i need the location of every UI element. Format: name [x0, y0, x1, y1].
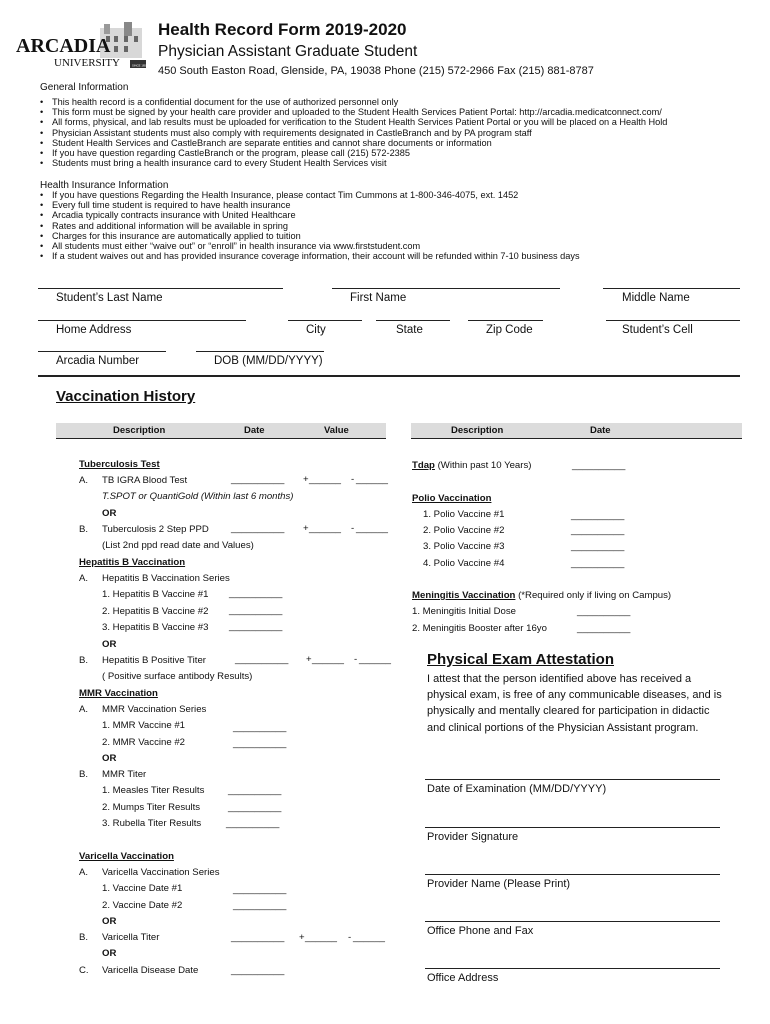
- hepb-dose-label: 3. Hepatitis B Vaccine #3: [102, 622, 209, 633]
- hepb-dose-label: 2. Hepatitis B Vaccine #2: [102, 606, 209, 617]
- mmr-titer-item: 1. Measles Titer Results: [102, 785, 205, 796]
- meningitis-heading: Meningitis Vaccination: [412, 590, 516, 601]
- item-letter: C.: [79, 965, 89, 976]
- city-line[interactable]: [288, 320, 362, 321]
- tb-heading: Tuberculosis Test: [79, 459, 160, 470]
- mmr-titer-field[interactable]: __________: [226, 818, 280, 829]
- section-divider: [38, 375, 740, 377]
- or-label: OR: [102, 916, 117, 927]
- tdap-note: (Within past 10 Years): [437, 460, 532, 471]
- varicella-dose-label: 2. Vaccine Date #2: [102, 900, 183, 911]
- office-address-line[interactable]: [425, 968, 720, 969]
- item-letter: B.: [79, 524, 89, 535]
- varicella-disease-label: Varicella Disease Date: [102, 965, 199, 976]
- tdap-row: [412, 460, 531, 471]
- insurance-info-heading: Health Insurance Information: [40, 180, 169, 191]
- item-letter: B.: [79, 655, 89, 666]
- exam-date-label: Date of Examination (MM/DD/YYYY): [427, 783, 607, 795]
- hepb-dose-date-field[interactable]: __________: [229, 605, 283, 616]
- arcadia-number-line[interactable]: [38, 351, 166, 352]
- plus-sign: +: [303, 474, 309, 485]
- list-item: • All forms, physical, and lab results must be uploaded for verification to the Student Health Services Patient Portal or you will be placed on a Health Hold: [40, 117, 760, 127]
- list-item: • If you have question regarding CastleBranch or the program, please call (215) 572-2385: [40, 148, 760, 158]
- office-address-line: 450 South Easton Road, Glenside, PA, 19038 Phone (215) 572-2966 Fax (215) 881-8787: [158, 65, 594, 77]
- tb-igra-positive-field[interactable]: ______: [309, 474, 342, 485]
- varicella-dose-date-field[interactable]: __________: [233, 884, 287, 895]
- col-header-date: Date: [244, 425, 265, 436]
- cell-label: Student’s Cell: [622, 324, 693, 336]
- meningitis-item: 1. Meningitis Initial Dose: [412, 606, 516, 617]
- state-label: State: [396, 324, 423, 336]
- col-header-value: Value: [324, 425, 349, 436]
- hepb-titer-positive-field[interactable]: ______: [312, 654, 345, 665]
- varicella-heading: Varicella Vaccination: [79, 851, 174, 862]
- minus-sign: -: [351, 474, 355, 485]
- mmr-titer-item: 3. Rubella Titer Results: [102, 818, 202, 829]
- mmr-titer-field[interactable]: __________: [228, 802, 282, 813]
- plus-sign: +: [306, 654, 312, 665]
- list-item: • If you have questions Regarding the Health Insurance, please contact Tim Cummons at 1-800-346-4075, ext. 1452: [40, 190, 760, 200]
- mmr-titer-label: MMR Titer: [102, 769, 147, 780]
- or-label: OR: [102, 508, 117, 519]
- plus-sign: +: [299, 932, 305, 943]
- cell-line[interactable]: [606, 320, 740, 321]
- item-letter: A.: [79, 704, 89, 715]
- item-letter: B.: [79, 932, 89, 943]
- list-item: • Student Health Services and CastleBranch are separate entities and cannot share documents or information: [40, 138, 760, 148]
- col-header-description: Description: [451, 425, 504, 436]
- polio-heading: Polio Vaccination: [412, 493, 492, 504]
- office-address-label: Office Address: [427, 972, 499, 984]
- hepb-dose-date-field[interactable]: __________: [229, 588, 283, 599]
- svg-text:UNIVERSITY: UNIVERSITY: [54, 57, 120, 69]
- mmr-heading: MMR Vaccination: [79, 688, 158, 699]
- list-item: • Students must bring a health insurance card to every Student Health Services visit: [40, 158, 760, 168]
- col-header-date: Date: [590, 425, 611, 436]
- meningitis-note: (*Required only if living on Campus): [518, 590, 672, 601]
- hepb-series-label: Hepatitis B Vaccination Series: [102, 573, 230, 584]
- mmr-series-label: MMR Vaccination Series: [102, 704, 207, 715]
- varicella-titer-label: Varicella Titer: [102, 932, 160, 943]
- general-info-heading: General Information: [40, 82, 129, 93]
- office-phone-label: Office Phone and Fax: [427, 925, 534, 937]
- polio-dose-label: 4. Polio Vaccine #4: [423, 558, 505, 569]
- polio-dose-date-field[interactable]: __________: [571, 525, 625, 536]
- hepb-titer-date-field[interactable]: __________: [235, 654, 289, 665]
- last-name-line[interactable]: [38, 288, 283, 289]
- provider-name-label: Provider Name (Please Print): [427, 878, 571, 890]
- or-label: OR: [102, 639, 117, 650]
- varicella-dose-label: 1. Vaccine Date #1: [102, 883, 183, 894]
- tb-igra-note: T.SPOT or QuantiGold (Within last 6 months): [102, 491, 294, 502]
- tb-igra-negative-field[interactable]: ______: [356, 474, 389, 485]
- arcadia-university-logo: [14, 22, 154, 76]
- middle-name-line[interactable]: [603, 288, 740, 289]
- varicella-titer-negative-field[interactable]: ______: [353, 932, 386, 943]
- svg-text:SINCE 1853: SINCE 1853: [132, 63, 148, 68]
- or-label: OR: [102, 948, 117, 959]
- tb-igra-label: TB IGRA Blood Test: [102, 475, 188, 486]
- polio-dose-label: 1. Polio Vaccine #1: [423, 509, 505, 520]
- item-letter: A.: [79, 475, 89, 486]
- list-item: • All students must either “waive out” or “enroll” in health insurance via www.firststudent.com: [40, 241, 760, 251]
- middle-name-label: Middle Name: [622, 292, 690, 304]
- home-address-label: Home Address: [56, 324, 132, 336]
- provider-signature-line[interactable]: [425, 827, 720, 828]
- vaccination-history-title: Vaccination History: [56, 388, 196, 405]
- hepb-titer-note: ( Positive surface antibody Results): [102, 671, 253, 682]
- list-item: • This form must be signed by your health care provider and uploaded to the Student Health Services Patient Portal: http://arcadia.medicatconnect.com/: [40, 107, 760, 117]
- exam-date-line[interactable]: [425, 779, 720, 780]
- attestation-text: I attest that the person identified above has received a physical exam, is free of any communicable diseases, and is physically and mentally cleared for participation in didactic and clinical portions of the Physician Assistant program.: [427, 673, 722, 734]
- polio-dose-date-field[interactable]: __________: [571, 510, 625, 521]
- state-line[interactable]: [376, 320, 450, 321]
- varicella-disease-date-field[interactable]: __________: [231, 965, 285, 976]
- mmr-dose-date-field[interactable]: __________: [233, 738, 287, 749]
- mmr-titer-item: 2. Mumps Titer Results: [102, 802, 201, 813]
- hepb-heading: Hepatitis B Vaccination: [79, 557, 186, 568]
- list-item: • Physician Assistant students must also comply with requirements designated in CastleBranch and by PA program staff: [40, 128, 760, 138]
- tdap-heading: Tdap: [412, 460, 435, 471]
- physical-exam-title: Physical Exam Attestation: [427, 651, 615, 668]
- form-title: Health Record Form 2019-2020: [158, 20, 407, 39]
- insurance-info-list: [40, 190, 760, 261]
- tb-ppd-note: (List 2nd ppd read date and Values): [102, 540, 254, 551]
- tdap-date-field[interactable]: __________: [572, 460, 626, 471]
- first-name-line[interactable]: [332, 288, 560, 289]
- tb-igra-date-field[interactable]: __________: [231, 474, 285, 485]
- polio-dose-label: 2. Polio Vaccine #2: [423, 525, 505, 536]
- item-letter: B.: [79, 769, 89, 780]
- first-name-label: First Name: [350, 292, 407, 304]
- list-item: • If a student waives out and has provided insurance coverage information, their account will be refunded within 7-10 business days: [40, 251, 760, 261]
- hepb-dose-date-field[interactable]: __________: [229, 621, 283, 632]
- list-item: • This health record is a confidential document for the use of authorized personnel only: [40, 97, 760, 107]
- form-subtitle: Physician Assistant Graduate Student: [158, 43, 418, 60]
- general-info-list: [40, 97, 760, 168]
- minus-sign: -: [348, 932, 352, 943]
- svg-text:ARCADIA: ARCADIA: [16, 35, 111, 57]
- polio-dose-label: 3. Polio Vaccine #3: [423, 541, 505, 552]
- mmr-dose-date-field[interactable]: __________: [233, 722, 287, 733]
- tb-ppd-date-field[interactable]: __________: [231, 523, 285, 534]
- minus-sign: -: [351, 523, 355, 534]
- tb-ppd-negative-field[interactable]: ______: [356, 523, 389, 534]
- city-label: City: [306, 324, 326, 336]
- dob-line[interactable]: [196, 351, 324, 352]
- last-name-label: Student’s Last Name: [56, 292, 163, 304]
- mmr-dose-label: 2. MMR Vaccine #2: [102, 737, 185, 748]
- plus-sign: +: [303, 523, 309, 534]
- mmr-titer-field[interactable]: __________: [228, 785, 282, 796]
- meningitis-item: 2. Meningitis Booster after 16yo: [412, 623, 547, 634]
- list-item: • Every full time student is required to have health insurance: [40, 200, 760, 210]
- polio-dose-date-field[interactable]: __________: [571, 541, 625, 552]
- hepb-titer-label: Hepatitis B Positive Titer: [102, 655, 206, 666]
- zip-line[interactable]: [468, 320, 543, 321]
- list-item: • Arcadia typically contracts insurance with United Healthcare: [40, 210, 760, 220]
- varicella-series-label: Varicella Vaccination Series: [102, 867, 220, 878]
- zip-label: Zip Code: [486, 324, 533, 336]
- arcadia-number-label: Arcadia Number: [56, 355, 140, 367]
- hepb-titer-negative-field[interactable]: ______: [359, 654, 392, 665]
- hepb-dose-label: 1. Hepatitis B Vaccine #1: [102, 589, 209, 600]
- home-address-line[interactable]: [38, 320, 246, 321]
- meningitis-date-field[interactable]: __________: [577, 606, 631, 617]
- tb-ppd-positive-field[interactable]: ______: [309, 523, 342, 534]
- provider-name-line[interactable]: [425, 874, 720, 875]
- mmr-dose-label: 1. MMR Vaccine #1: [102, 720, 185, 731]
- polio-dose-date-field[interactable]: __________: [571, 558, 625, 569]
- dob-label: DOB (MM/DD/YYYY): [214, 355, 323, 367]
- item-letter: A.: [79, 867, 89, 878]
- list-item: • Charges for this insurance are automatically applied to tuition: [40, 231, 760, 241]
- meningitis-row: [412, 590, 671, 601]
- or-label: OR: [102, 753, 117, 764]
- list-item: • Rates and additional information will be available in spring: [40, 221, 760, 231]
- tb-ppd-label: Tuberculosis 2 Step PPD: [102, 524, 209, 535]
- col-header-description: Description: [113, 425, 166, 436]
- varicella-titer-date-field[interactable]: __________: [231, 932, 285, 943]
- item-letter: A.: [79, 573, 89, 584]
- meningitis-date-field[interactable]: __________: [577, 623, 631, 634]
- varicella-titer-positive-field[interactable]: ______: [305, 932, 338, 943]
- minus-sign: -: [354, 654, 358, 665]
- provider-signature-label: Provider Signature: [427, 831, 519, 843]
- varicella-dose-date-field[interactable]: __________: [233, 900, 287, 911]
- office-phone-line[interactable]: [425, 921, 720, 922]
